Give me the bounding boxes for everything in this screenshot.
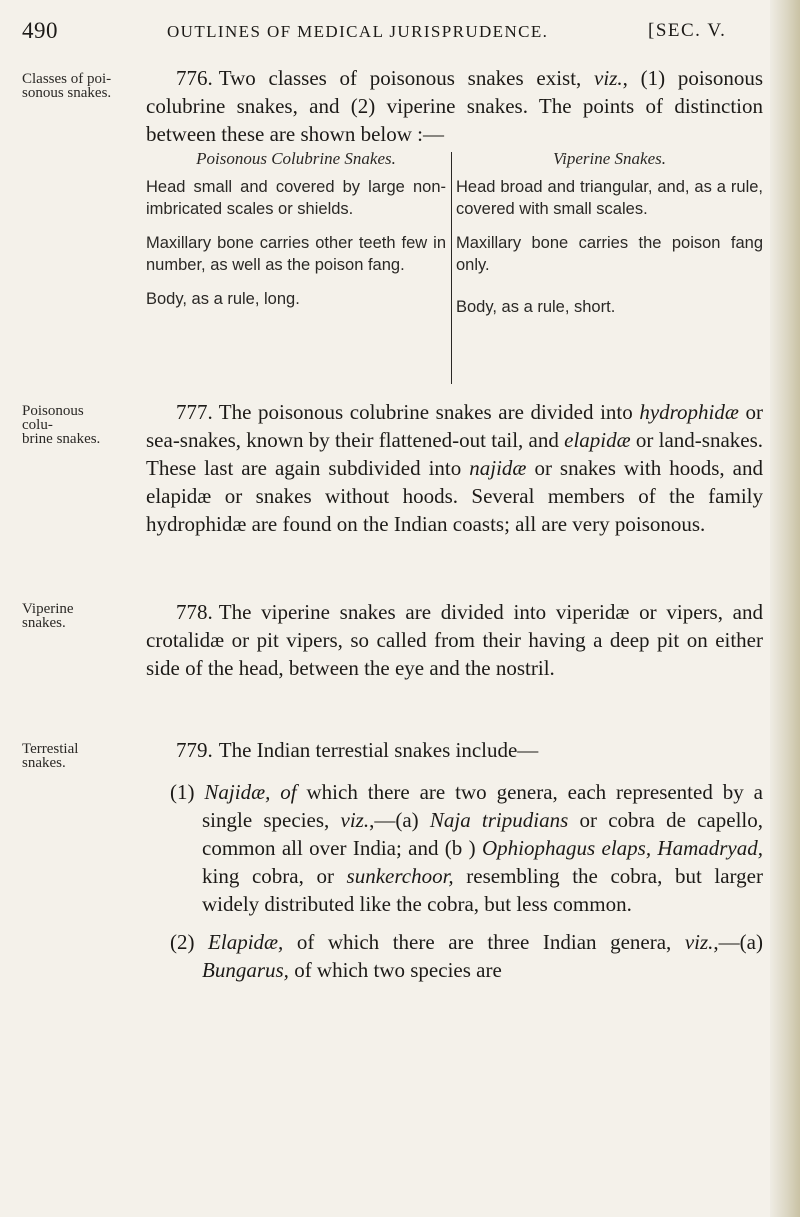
- page-edge-shadow: [770, 0, 800, 1217]
- paragraph-777: 777. The poisonous colubrine snakes are divided into hydrophidæ or sea-snakes, known by their flattened-out tail, and elapidæ or land-snakes. These last are again subdivided into najidæ or snakes with hoods, and elapidæ or snakes without hoods. Several members of the family hydrophidæ are found on the Indian coasts; all are very poisonous.: [146, 400, 764, 536]
- paragraph-number: 779.: [176, 738, 213, 762]
- column-heading: Poisonous Colubrine Snakes.: [196, 149, 396, 168]
- page-number: 490: [22, 18, 58, 43]
- page-header: [22, 18, 765, 48]
- sidenote-colubrine: Poisonous colu- brine snakes.: [22, 403, 101, 447]
- table-row: Head small and covered by large non-imbricated scales or shields.: [146, 178, 446, 218]
- snake-list: [170, 778, 763, 984]
- comparison-table: [146, 148, 763, 385]
- sidenote-classes: Classes of poi- sonous snakes.: [22, 71, 112, 101]
- sidenote-viperine: Viperine snakes.: [22, 601, 74, 631]
- sidenote-terrestial: Terrestial snakes.: [22, 741, 79, 771]
- list-item: (2) Elapidæ, of which there are three Indian genera, viz.,—(a) Bungarus, of which two species are: [170, 930, 763, 982]
- running-title: OUTLINES OF MEDICAL JURISPRUDENCE.: [167, 22, 549, 41]
- column-heading: Viperine Snakes.: [553, 149, 666, 168]
- viperine-column: [456, 148, 763, 330]
- paragraph-778: 778. The viperine snakes are divided into viperidæ or vipers, and crotalidæ or pit vipers, so called from their having a deep pit on either side of the head, between the eye and the nostril.: [146, 600, 763, 680]
- table-row: Maxillary bone carries other teeth few in number, as well as the poison fang.: [146, 234, 446, 274]
- column-divider: [451, 152, 452, 384]
- table-row: Body, as a rule, long.: [146, 290, 300, 308]
- list-item: (1) Najidæ, of which there are two genera, each represented by a single species, viz.,—(a) Naja tripudians or cobra de capello, common all over India; and (b ) Ophiophagus elaps, Hamadryad, king cobra, or sunkerchoor, resembling the cobra, but larger widely distributed like the cobra, but less common.: [170, 780, 763, 916]
- colubrine-column: [146, 148, 446, 322]
- paragraph-number: 777.: [176, 400, 213, 424]
- paragraph-number: 776.: [176, 66, 213, 90]
- paragraph-776: 776. Two classes of poisonous snakes exist, viz., (1) poisonous colubrine snakes, and (2) viperine snakes. The points of distinction between these are shown below :—: [146, 66, 763, 146]
- table-row: Head broad and triangular, and, as a rule, covered with small scales.: [456, 178, 763, 218]
- paragraph-779: 779. The Indian terrestial snakes include—: [176, 738, 539, 762]
- table-row: Maxillary bone carries the poison fang only.: [456, 234, 763, 274]
- paragraph-number: 778.: [176, 600, 213, 624]
- section-label: [SEC. V.: [648, 20, 727, 41]
- table-row: Body, as a rule, short.: [456, 298, 616, 316]
